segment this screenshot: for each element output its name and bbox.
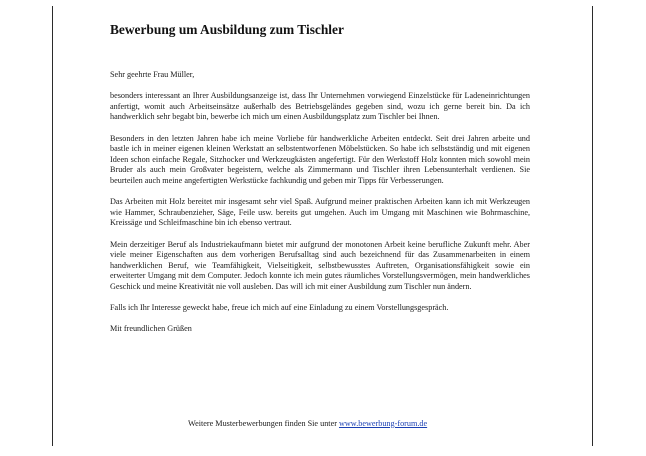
footer-text: Weitere Musterbewerbungen finden Sie unter [188,419,337,428]
footer-link[interactable]: www.bewerbung-forum.de [338,419,428,428]
paragraph-hobby: Besonders in den letzten Jahren habe ich meine Vorliebe für handwerkliche Arbeiten entdeckt. Seit drei Jahren arbeite und bastle ich in meiner eigenen kleinen Werkstatt an selbstentworfenen Möbelstücken. So habe ich selbstständig und mit eigenen Ideen schon einfache Regale, Sitzhocker und Werkzeugkästen angefertigt. Für den Werkstoff Holz konnten mich sowohl mein Bruder als auch mein Großvater begeistern, welche als Zimmermann und Tischler ihren Lebensunterhalt verdienen. Sie beurteilen auch meine angefertigten Werkstücke fachkundig und geben mir Tipps für Verbesserungen. [110,133,530,185]
left-margin-rule [52,6,53,446]
salutation: Sehr geehrte Frau Müller, [110,70,195,79]
closing: Mit freundlichen Grüßen [110,324,192,334]
paragraph-skills: Das Arbeiten mit Holz bereitet mir insgesamt sehr viel Spaß. Aufgrund meiner praktischen Arbeiten kann ich mit Werkzeugen wie Hammer, Schraubenzieher, Säge, Feile usw. bereits gut umgehen. Auch im Umgang mit Maschinen wie Bohrmaschine, Kreissäge und Schleifmaschine bin ich ebenso vertraut. [110,197,530,228]
right-margin-rule [592,6,593,446]
letter-body [110,21,530,335]
footer [188,419,427,429]
letter-title: Bewerbung um Ausbildung zum Tischler [110,22,344,37]
paragraph-interview: Falls ich Ihr Interesse geweckt habe, freue ich mich auf eine Einladung zu einem Vorstellungsgespräch. [110,303,449,313]
paragraph-intro: besonders interessant an Ihrer Ausbildungsanzeige ist, dass Ihr Unternehmen vorwiegend Einzelstücke für Ladeneinrichtungen anfertigt, womit auch Arbeitseinsätze außerhalb des Betriebsgeländes gegeben sind, wozu ich gerne bereit bin. Da ich handwerklich sehr begabt bin, bewerbe ich mich um einen Ausbildungsplatz zum Tischler bei Ihnen. [110,91,530,122]
paragraph-current-job: Mein derzeitiger Beruf als Industriekaufmann bietet mir aufgrund der monotonen Arbeit keine berufliche Zukunft mehr. Aber viele meiner Eigenschaften aus dem vorherigen Berufsalltag sind auch bezeichnend für das Zusammenarbeiten in einem handwerklichen Beruf, wie Teamfähigkeit, Vielseitigkeit, selbstbewusstes Auftreten, Organisationsfähigkeit sowie ein erweiterter Umgang mit dem Computer. Jedoch konnte ich mein gutes räumliches Vorstellungsvermögen, mein handwerkliches Geschick und meine Kreativität nie voll ausleben. Das will ich mit einer Ausbildung zum Tischler nun ändern. [110,239,530,291]
